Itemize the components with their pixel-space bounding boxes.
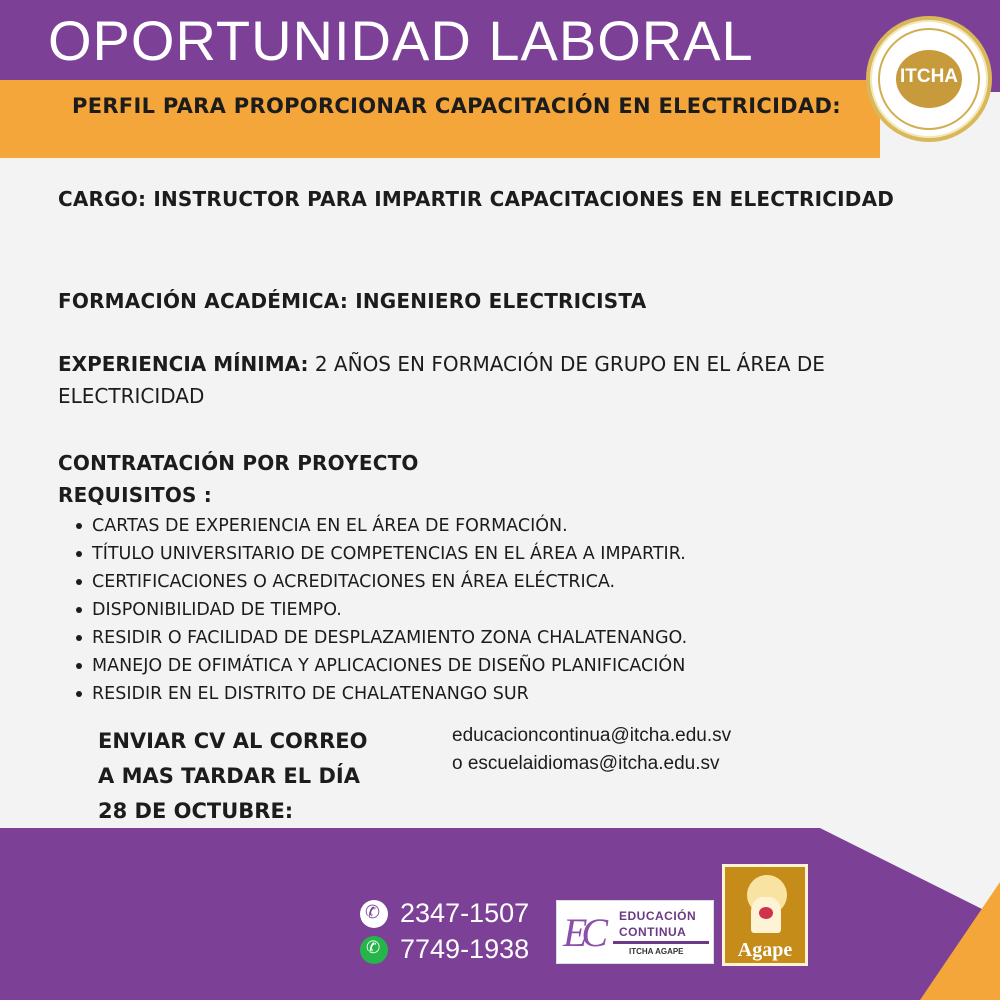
requisitos-list [92,512,972,708]
send-line-1: ENVIAR CV AL CORREO [98,729,368,753]
email-primary-link[interactable]: educacioncontinua@itcha.edu.sv [452,725,732,746]
list-item: CARTAS DE EXPERIENCIA EN EL ÁREA DE FORMACIÓN. [92,512,972,540]
educacion-continua-logo [556,900,714,964]
ec-logo-line-1: EDUCACIÓN [619,909,697,923]
contratacion-text: CONTRATACIÓN POR PROYECTO [58,451,419,475]
ec-logo-line-2: CONTINUA [619,925,687,939]
list-item: RESIDIR O FACILIDAD DE DESPLAZAMIENTO ZONA CHALATENANGO. [92,624,972,652]
send-cv-instructions [98,724,367,829]
ec-logo-mark: EC [563,910,603,955]
experiencia-label: EXPERIENCIA MÍNIMA: [58,352,309,376]
page-title: OPORTUNIDAD LABORAL [48,9,754,72]
heart-icon [759,907,773,919]
cargo-text: CARGO: INSTRUCTOR PARA IMPARTIR CAPACITACIONES EN ELECTRICIDAD [58,187,895,211]
contact-emails [452,722,731,778]
itcha-seal-logo [866,16,992,142]
send-line-3: 28 DE OCTUBRE: [98,799,294,823]
phone-icon [360,900,388,928]
list-item: CERTIFICACIONES O ACREDITACIONES EN ÁREA ELÉCTRICA. [92,568,972,596]
ec-logo-line-3: ITCHA AGAPE [629,947,684,956]
list-item: TÍTULO UNIVERSITARIO DE COMPETENCIAS EN EL ÁREA A IMPARTIR. [92,540,972,568]
phone-row-1[interactable] [360,898,529,929]
requisitos-title: REQUISITOS : [58,483,213,507]
formacion-text: FORMACIÓN ACADÉMICA: INGENIERO ELECTRICISTA [58,289,647,313]
seal-text: ITCHA [899,66,959,87]
phone-number-2[interactable]: 7749-1938 [400,934,530,964]
whatsapp-icon [360,936,388,964]
experiencia-value: 2 AÑOS EN FORMACIÓN DE GRUPO EN EL ÁREA DE ELECTRICIDAD [58,352,825,408]
agape-logo [722,864,808,966]
profile-heading: PERFIL PARA PROPORCIONAR CAPACITACIÓN EN ELECTRICIDAD: [72,94,841,118]
agape-logo-text: Agape [737,939,793,961]
experiencia-text [58,348,938,412]
list-item: DISPONIBILIDAD DE TIEMPO. [92,596,972,624]
list-item: MANEJO DE OFIMÁTICA Y APLICACIONES DE DISEÑO PLANIFICACIÓN [92,652,972,680]
ec-logo-bar [613,941,709,944]
send-line-2: A MAS TARDAR EL DÍA [98,764,360,788]
email-secondary-link[interactable]: o escuelaidiomas@itcha.edu.sv [452,753,720,774]
phone-row-2[interactable] [360,934,529,965]
list-item: RESIDIR EN EL DISTRITO DE CHALATENANGO SUR [92,680,972,708]
phone-number-1[interactable]: 2347-1507 [400,898,530,928]
